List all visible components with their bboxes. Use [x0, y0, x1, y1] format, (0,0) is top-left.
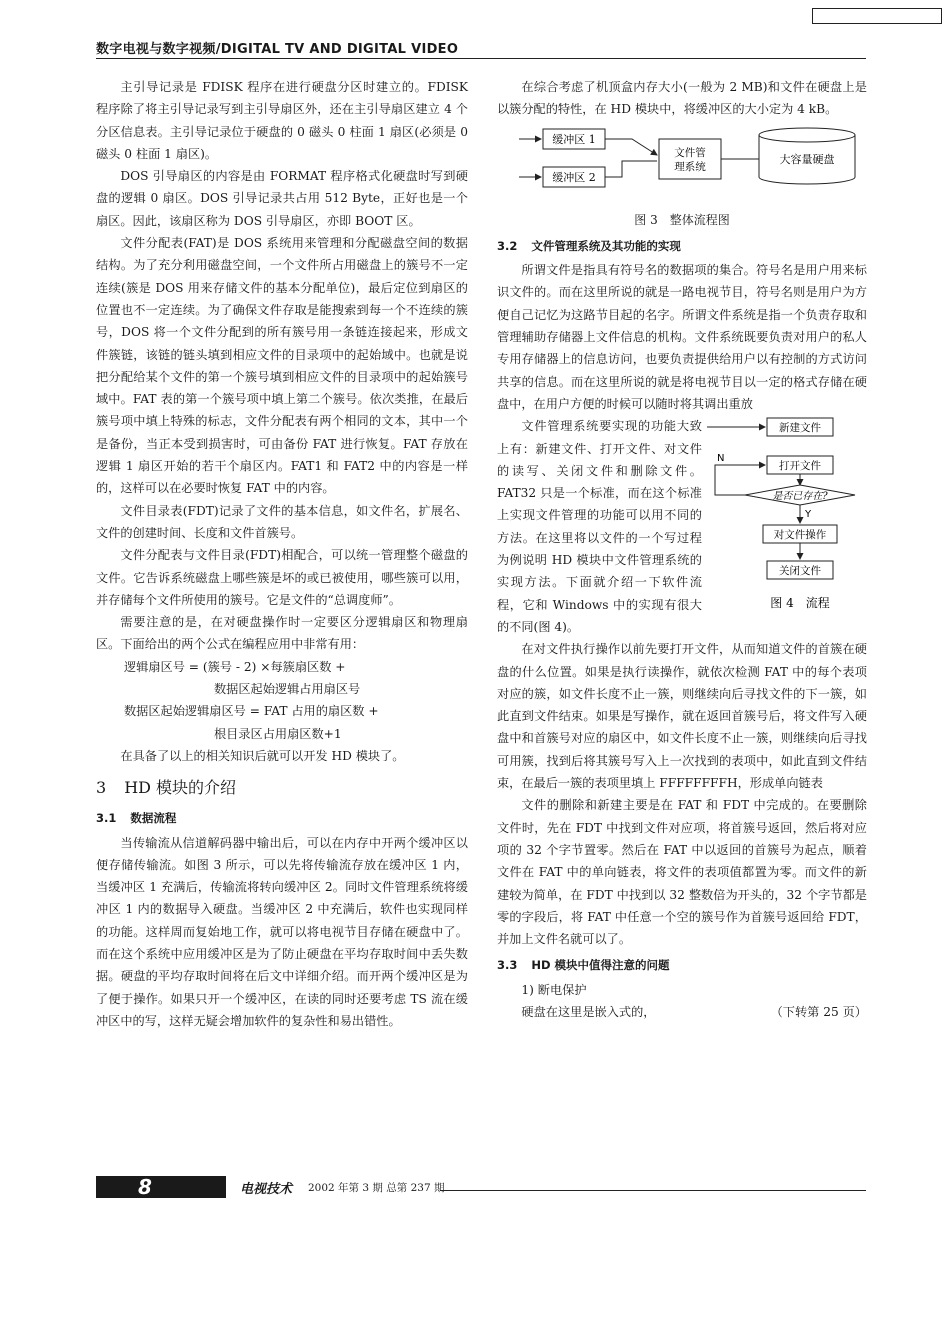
- section-title: HD 模块的介绍: [124, 778, 237, 798]
- journal-name: 电视技术: [240, 1182, 293, 1197]
- figure-4-wrap: [497, 415, 867, 638]
- figure-4-diagram: [705, 415, 865, 625]
- figure-3-diagram: [497, 121, 867, 209]
- arrow-buf1-fs: [605, 139, 657, 155]
- paragraph: 文件管理系统要实现的功能大致上有：新建文件、打开文件、对文件的读写、关闭文件和删除文件。FAT32 只是一个标准，而在这个标准上实现文件管理的功能可以用不同的方法。在这里将以文件的一个写过程为例说明 HD 模块中文件管理系统的实现方法。下面就介绍一下软件流程，它和 Windows 中的实现有很大的不同(图 4)。: [497, 419, 702, 634]
- buffer-1-label: 缓冲区 1: [552, 132, 596, 146]
- running-header: 数字电视与数字视频/DIGITAL TV AND DIGITAL VIDEO: [96, 42, 459, 57]
- formula-2-line-1: 数据区起始逻辑扇区号 = FAT 占用的扇区数 +: [124, 704, 379, 719]
- paragraph: 在对文件执行操作以前先要打开文件，从而知道文件的首簇在硬盘的什么位置。如果是执行读操作，就依次检测 FAT 中的每个表项对应的簇，如文件长度不止一簇，则继续向后寻找文件的下一簇，如此直到文件结束。如果是写操作，就在返回首簇号后，将文件写入硬盘中和首簇号对应的扇区中，如文件长度不止一簇，则继续向后寻找可用簇，找到后将其簇号写入上一次找到的表项中，如此直到文件结束，在最后一簇的表项里填上 FFFFFFFFH，形成单向链表: [497, 642, 867, 791]
- operate-file-label: 对文件操作: [773, 529, 827, 542]
- right-column: [497, 76, 867, 1023]
- figure-4-caption: 图 4 流程: [770, 596, 830, 611]
- subsection-title: HD 模块中值得注意的问题: [531, 958, 670, 973]
- paragraph: 文件分配表(FAT)是 DOS 系统用来管理和分配磁盘空间的数据结构。为了充分利用磁盘空间，一个文件所占用磁盘上的簇号不一定连续(簇是 DOS 用来存储文件的基本分配单位)，最后定位到扇区的位置也不一定连续。为了确保文件存取是能搜索到每一个不连续的簇号，DOS 将一个文件分配到的所有簇号用一条链连接起来，形成文件簇链，该链的链头填到相应文件的目录项中的起始域中。也就是说把分配给某个文件的第一个簇号填到相应文件的目录项中的起始簇号域中。FAT 表的第一个簇号项中填上第二个簇号。依次类推，在最后簇号项中填上特殊的标志，文件分配表有两个相同的文本，其中一个是备份，当正本受到损害时，可由备份 FAT 进行恢复。FAT 存放在逻辑 1 扇区开始的若干个扇区内。FAT1 和 FAT2 中的内容是一样的，这样可以在必要时恢复 FAT 中的内容。: [96, 236, 468, 496]
- section-number: 3: [96, 778, 107, 798]
- figure-4-svg: [705, 415, 865, 625]
- new-file-label: 新建文件: [779, 422, 821, 435]
- page-number: 8: [138, 1175, 152, 1199]
- formula-1-line-1: 逻辑扇区号 = (簇号 - 2) ×每簇扇区数 +: [124, 659, 346, 674]
- disk-label: 大容量硬盘: [779, 152, 835, 166]
- paragraph: 在综合考虑了机顶盒内存大小(一般为 2 MB)和文件在硬盘上是以簇分配的特性，在 HD 模块中，将缓冲区的大小定为 4 kB。: [497, 80, 867, 117]
- tail-line: [497, 1001, 867, 1023]
- disk-top: [759, 128, 855, 142]
- subsection-heading-3-3: [497, 954, 867, 976]
- left-column: [96, 76, 468, 1032]
- subsection-heading-3-1: [96, 807, 468, 829]
- file-system-box: [659, 139, 721, 179]
- footer-page-bar: [96, 1176, 226, 1198]
- continued-note: （下转第 25 页）: [770, 1004, 867, 1019]
- formula-1-line-2: 数据区起始逻辑占用扇区号: [214, 682, 361, 697]
- issue-info: 2002 年第 3 期 总第 237 期: [308, 1182, 445, 1194]
- paragraph: 文件的删除和新建主要是在 FAT 和 FDT 中完成的。在要删除文件时，先在 FDT 中找到文件对应项，将首簇号返回，然后将对应项的 32 个字节置零。然后在 FAT 中以返回的首簇号为起点，顺着文件在 FAT 中的单向链表，将文件的表项值都置为零。而文件的新建较为简单，在 FDT 中找到以 32 整数倍为开头的，32 个字节都是零的字段后，将 FAT 中任意一个空的簇号作为首簇号返回给 FDT，并加上文件名就可以了。: [497, 798, 867, 947]
- figure-3-caption: 图 3 整体流程图: [634, 212, 730, 227]
- buffer-2-label: 缓冲区 2: [552, 170, 596, 184]
- formula-2-line-2: 根目录区占用扇区数+1: [214, 726, 342, 741]
- paragraph: 在具备了以上的相关知识后就可以开发 HD 模块了。: [120, 748, 405, 763]
- no-label: N: [717, 453, 725, 465]
- subsection-number: 3.2: [497, 238, 518, 253]
- header-rule: [96, 58, 866, 59]
- subsection-number: 3.1: [96, 811, 117, 826]
- paragraph: DOS 引导扇区的内容是由 FORMAT 程序格式化硬盘时写到硬盘的逻辑 0 扇区。DOS 引导记录共占用 512 Byte，正好也是一个扇区。因此，该扇区称为 DOS 引导扇区，亦即 BOOT 区。: [96, 169, 468, 228]
- paragraph: 文件目录表(FDT)记录了文件的基本信息，如文件名，扩展名、文件的创建时间、长度和文件首簇号。: [96, 503, 468, 540]
- section-heading-3: [96, 775, 468, 801]
- paragraph: 需要注意的是，在对硬盘操作时一定要区分逻辑扇区和物理扇区。下面给出的两个公式在编程应用中非常有用：: [96, 615, 468, 652]
- close-file-label: 关闭文件: [779, 565, 821, 578]
- footer-rule: [440, 1190, 866, 1191]
- paragraph: 文件分配表与文件目录(FDT)相配合，可以统一管理整个磁盘的文件。它告诉系统磁盘上哪些簇是坏的或已被使用，哪些簇可以用，并存储每个文件所使用的簇号。它是文件的“总调度师”。: [96, 548, 468, 607]
- exists-label: 是否已存在?: [772, 491, 828, 503]
- subsection-heading-3-2: [497, 235, 867, 257]
- top-corner-box: [812, 8, 942, 24]
- file-system-label-1: 文件管: [674, 146, 706, 159]
- figure-3-svg: [497, 121, 867, 209]
- paragraph: 当传输流从信道解码器中输出后，可以在内存中开两个缓冲区以便存储传输流。如图 3 所示，可以先将传输流存放在缓冲区 1 内，当缓冲区 1 充满后，传输流将转向缓冲区 2。同时文件管理系统将缓冲区 1 内的数据导入硬盘。当缓冲区 2 中充满后，软件也实现同样的功能。这样周而复始地工作，就可以将电视节目存储在硬盘中了。而在这个系统中应用缓冲区是为了防止硬盘在平均存取时间中丢失数据。硬盘的平均存取时间将在后文中详细介绍。而开两个缓冲区是为了便于操作。如果只开一个缓冲区，在读的同时还要考虑 TS 流在缓冲区中的写，这样无疑会增加软件的复杂性和易出错性。: [96, 835, 468, 1028]
- subsection-title: 文件管理系统及其功能的实现: [531, 238, 681, 253]
- list-item: 1) 断电保护: [521, 982, 587, 997]
- paragraph: 主引导记录是 FDISK 程序在进行硬盘分区时建立的。FDISK 程序除了将主引导记录写到主引导扇区外，还在主引导扇区建立 4 个分区信息表。主引导记录位于硬盘的 0 磁头 0 柱面 1 扇区(必须是 0 磁头 0 柱面 1 扇区)。: [96, 80, 468, 161]
- tail-text: 硬盘在这里是嵌入式的，: [521, 1004, 656, 1019]
- yes-label: Y: [805, 509, 812, 521]
- subsection-number: 3.3: [497, 958, 518, 973]
- open-file-label: 打开文件: [779, 460, 821, 473]
- file-system-label-2: 理系统: [674, 160, 706, 173]
- line-buf2-fs: [605, 161, 657, 177]
- no-branch-arrow: [715, 465, 765, 495]
- subsection-title: 数据流程: [130, 811, 177, 826]
- paragraph: 所谓文件是指具有符号名的数据项的集合。符号名是用户用来标识文件的。而在这里所说的就是一路电视节目，符号名则是用户为方便自己记忆为这路节目起的名字。所谓文件系统是指一个负责存取和管理辅助存储器上文件信息的机构。文件系统既要负责对用户的私人专用存储器上的信息访问，也要负责提供给用户以有控制的方式访问共享的信息。而在这里所说的就是将电视节目以一定的格式存储在硬盘中，在用户方便的时候可以随时将其调出重放: [497, 263, 867, 411]
